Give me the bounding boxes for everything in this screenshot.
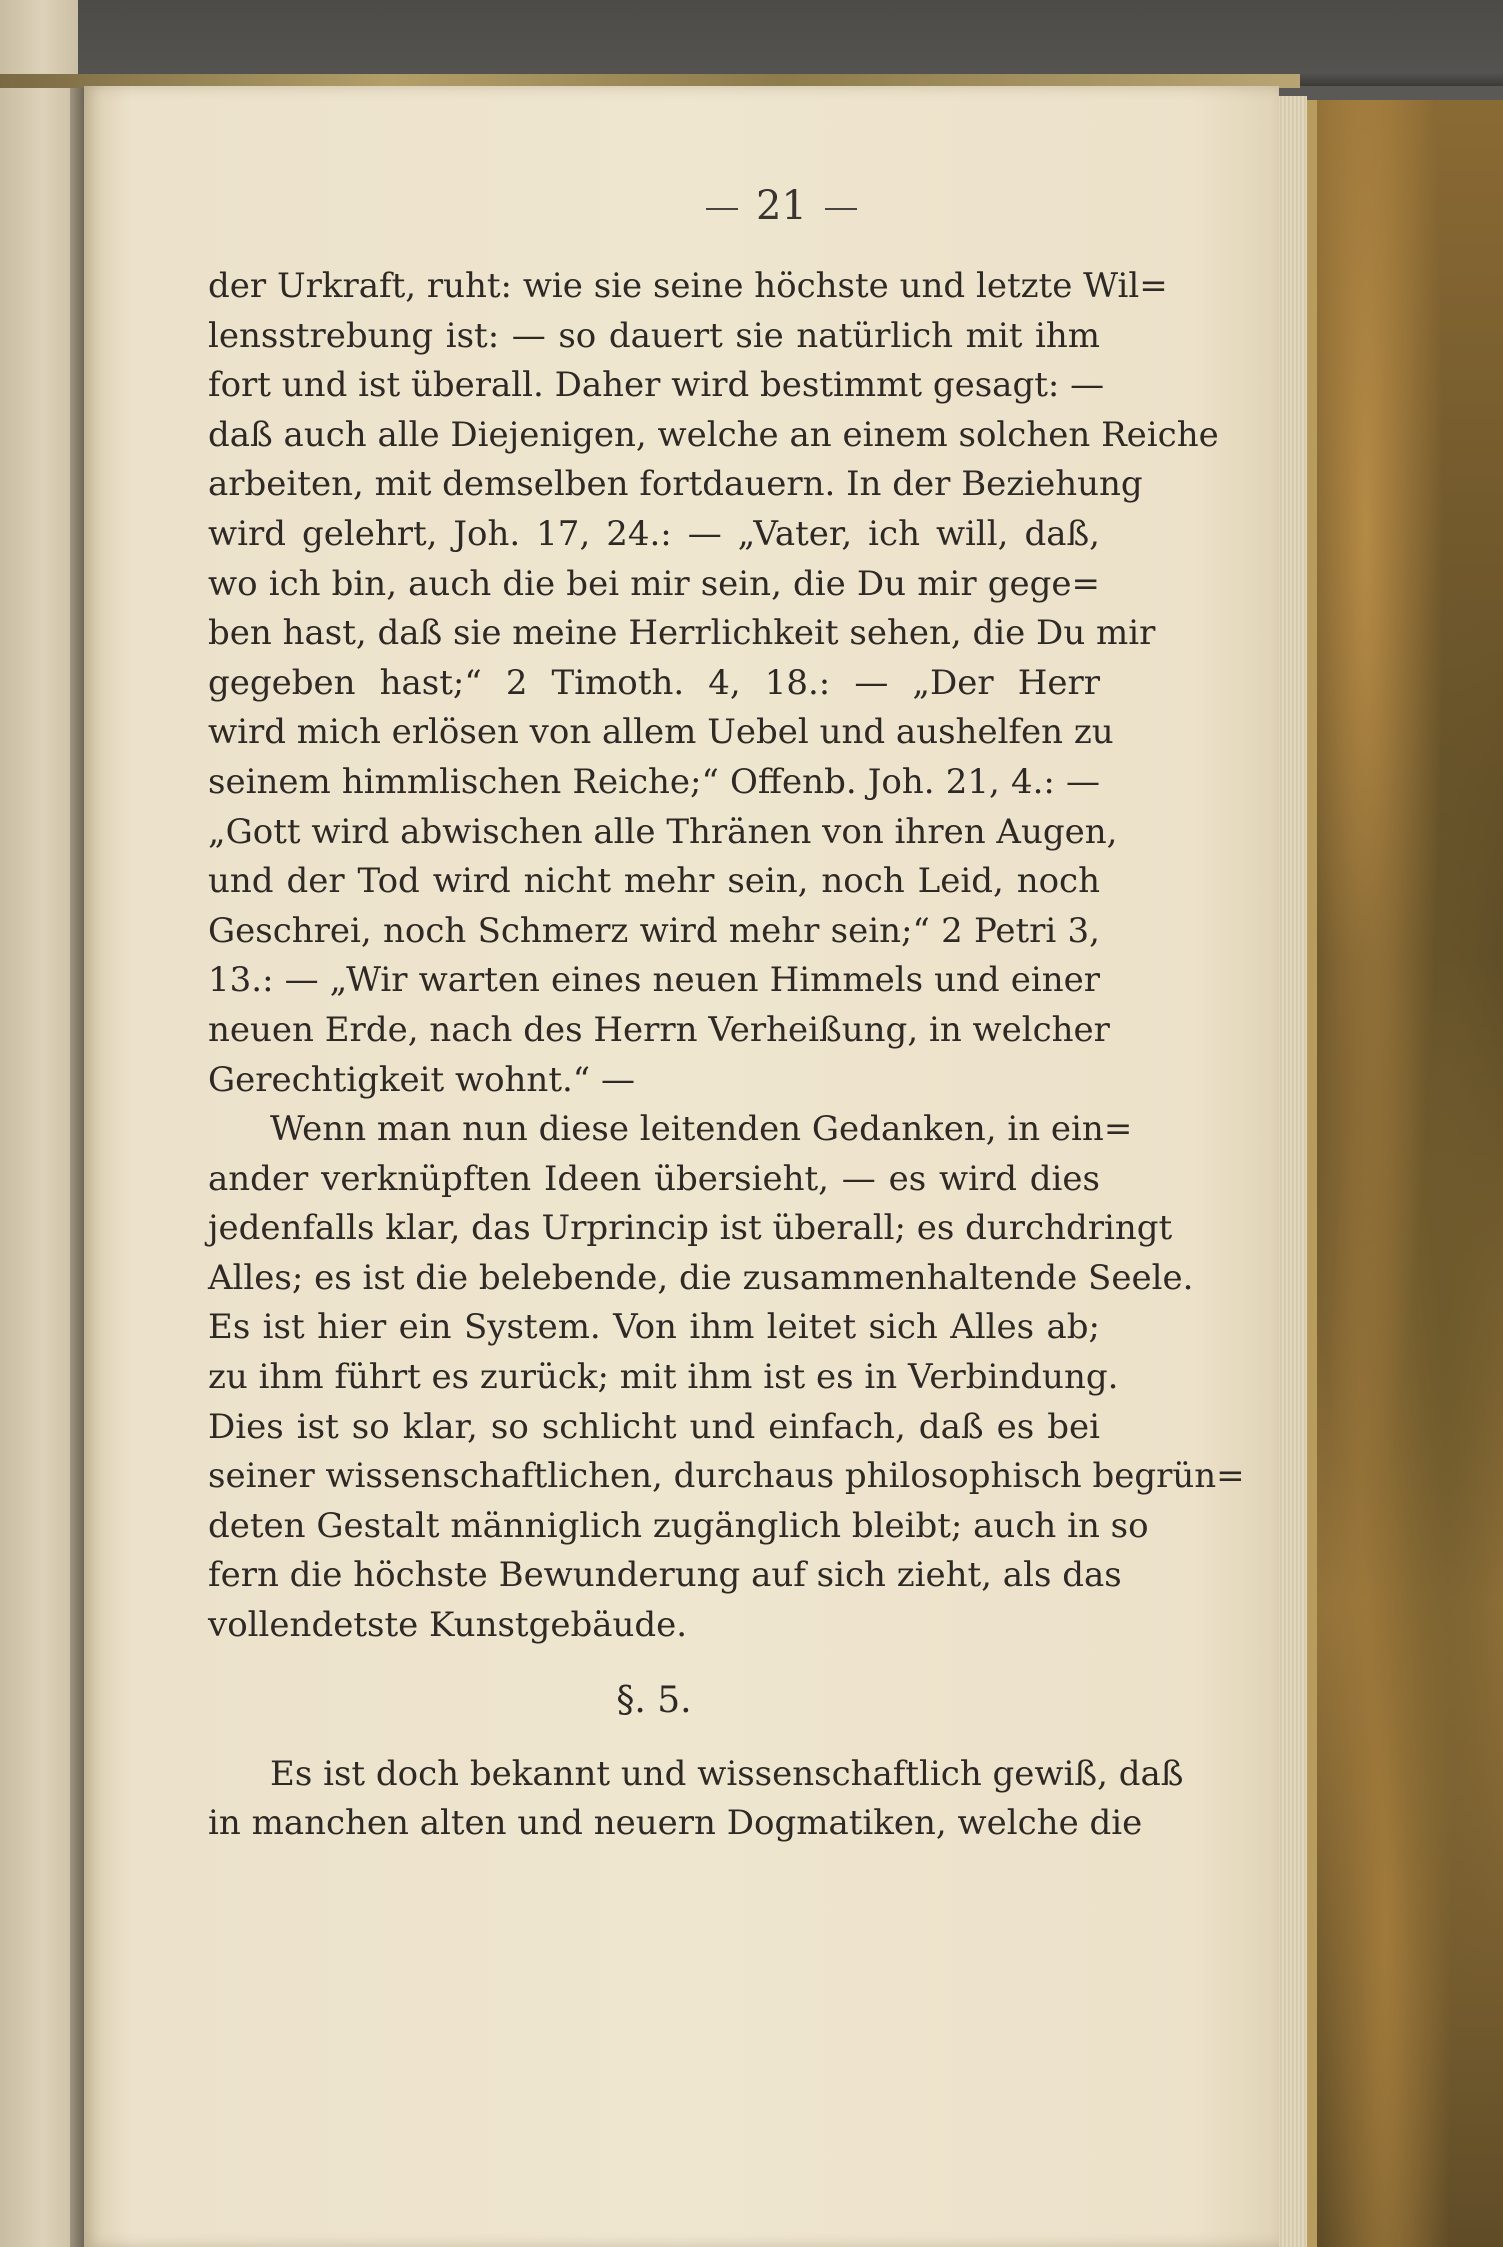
text-line: in manchen alten und neuern Dogmatiken, welche die [208, 1803, 1143, 1844]
text-line: ben hast, daß sie meine Herrlichkeit sehen, die Du mir [208, 613, 1156, 654]
text-line: lensstrebung ist: — so dauert sie natürlich mit ihm [208, 315, 1100, 356]
paragraph-3 [208, 1750, 1184, 1849]
gutter-shadow [70, 80, 84, 2247]
text-line: der Urkraft, ruht: wie sie seine höchste und letzte Wil= [208, 266, 1168, 306]
facing-page-edge [0, 0, 78, 2247]
text-line: und der Tod wird nicht mehr sein, noch Leid, noch [208, 861, 1100, 902]
text-line: Gerechtigkeit wohnt.“ — [208, 1059, 635, 1100]
page-body [208, 262, 1245, 1849]
text-line: vollendetste Kunstgebäude. [208, 1605, 688, 1646]
text-line: ander verknüpften Ideen übersieht, — es wird dies [208, 1158, 1100, 1199]
text-line: jedenfalls klar, das Urprincip ist überall; es durchdringt [208, 1208, 1173, 1249]
dash-left [706, 208, 738, 210]
text-line: daß auch alle Diejenigen, welche an einem solchen Reiche [208, 414, 1219, 455]
text-line: Alles; es ist die belebende, die zusammenhaltende Seele. [208, 1257, 1194, 1298]
text-line: wo ich bin, auch die bei mir sein, die Du mir gege= [208, 563, 1100, 604]
text-line: seinem himmlischen Reiche;“ Offenb. Joh. 21, 4.: — [208, 761, 1100, 802]
text-line: Wenn man nun diese leitenden Gedanken, in ein= [270, 1109, 1133, 1150]
section-heading: §. 5. [616, 1679, 692, 1721]
text-line: fern die höchste Bewunderung auf sich zieht, als das [208, 1555, 1122, 1596]
text-line: gegeben hast;“ 2 Timoth. 4, 18.: — „Der Herr [208, 662, 1100, 703]
text-line: Dies ist so klar, so schlicht und einfach, daß es bei [208, 1406, 1100, 1447]
dash-right [825, 208, 857, 210]
text-line: neuen Erde, nach des Herrn Verheißung, in welcher [208, 1009, 1110, 1050]
page-block-edges [1279, 96, 1307, 2247]
text-line: arbeiten, mit demselben fortdauern. In der Beziehung [208, 464, 1143, 505]
text-line: deten Gestalt männiglich zugänglich bleibt; auch in so [208, 1505, 1149, 1546]
text-line: zu ihm führt es zurück; mit ihm ist es in Verbindung. [208, 1357, 1119, 1398]
page-number: 21 [756, 183, 807, 229]
text-line: fort und ist überall. Daher wird bestimmt gesagt: — [208, 365, 1105, 406]
cover-edge [1307, 100, 1317, 2247]
text-line: Es ist hier ein System. Von ihm leitet sich Alles ab; [208, 1307, 1100, 1348]
marbled-cover [1307, 100, 1503, 2247]
text-line: wird gelehrt, Joh. 17, 24.: — „Vater, ich will, daß, [208, 513, 1100, 554]
text-line: Es ist doch bekannt und wissenschaftlich gewiß, daß [270, 1753, 1184, 1794]
text-line: Geschrei, noch Schmerz wird mehr sein;“ 2 Petri 3, [208, 910, 1100, 951]
paragraph-1 [208, 262, 1219, 1105]
text-line: 13.: — „Wir warten eines neuen Himmels und einer [208, 960, 1100, 1001]
text-line: wird mich erlösen von allem Uebel und aushelfen zu [208, 712, 1114, 753]
paragraph-2 [208, 1105, 1245, 1651]
text-line: seiner wissenschaftlichen, durchaus philosophisch begrün= [208, 1456, 1245, 1497]
page-number-header [0, 183, 1503, 229]
text-line: „Gott wird abwischen alle Thränen von ihren Augen, [208, 811, 1118, 852]
